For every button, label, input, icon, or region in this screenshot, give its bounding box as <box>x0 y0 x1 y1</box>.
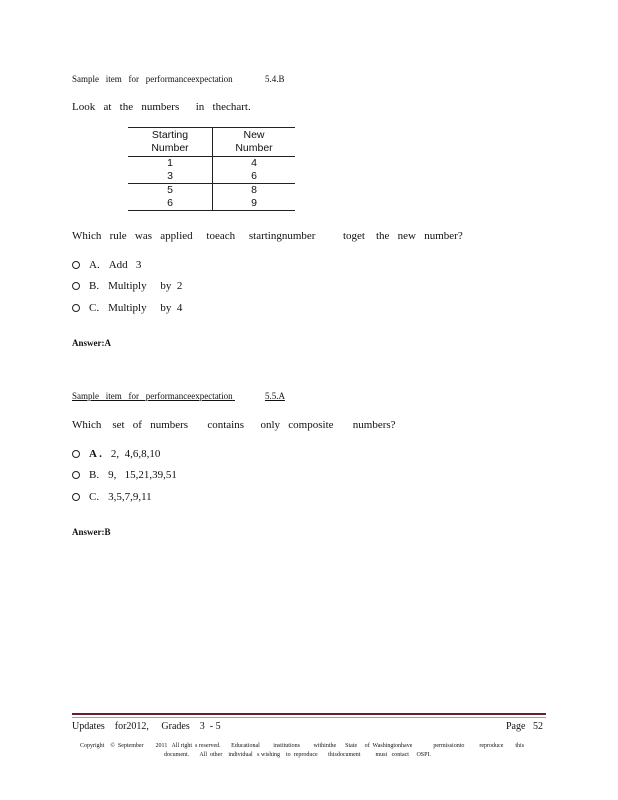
footer-left: Updates for2012, Grades 3 - 5 <box>72 721 221 732</box>
table-row <box>128 170 295 184</box>
item2-option-a[interactable]: A . 2, 4,6,8,10 <box>72 448 160 460</box>
item1-option-b[interactable]: B. Multiply by 2 <box>72 280 182 292</box>
table-row <box>128 184 295 198</box>
radio-icon[interactable] <box>72 261 80 269</box>
table-cell: 1 <box>128 157 213 171</box>
radio-icon[interactable] <box>72 471 80 479</box>
item2-header: Sample item for performanceexpectation 5.5.A <box>72 391 285 401</box>
number-chart <box>128 127 295 211</box>
table-row <box>128 157 295 171</box>
item1-question: Which rule was applied toeach startingnumber toget the new number? <box>72 230 463 242</box>
radio-icon[interactable] <box>72 282 80 290</box>
item1-prompt: Look at the numbers in thechart. <box>72 101 251 113</box>
radio-icon[interactable] <box>72 450 80 458</box>
item2-answer: Answer:B <box>72 527 111 537</box>
radio-icon[interactable] <box>72 304 80 312</box>
table-cell: 6 <box>128 197 213 211</box>
copyright-line-2: document. All other individual s wishing to reproduce thisdocument must contact OSPI. <box>164 752 431 758</box>
radio-icon[interactable] <box>72 493 80 501</box>
table-cell: 9 <box>213 197 296 211</box>
table-cell: 5 <box>128 184 213 198</box>
table-cell: 4 <box>251 157 257 169</box>
footer-page-number: Page 52 <box>506 721 543 732</box>
table-cell: 6 <box>213 170 296 184</box>
item2-option-c[interactable]: C. 3,5,7,9,11 <box>72 491 152 503</box>
table-cell: 8 <box>251 184 257 196</box>
item2-option-b[interactable]: B. 9, 15,21,39,51 <box>72 469 177 481</box>
table-row <box>128 197 295 211</box>
item1-code: 5.4.B <box>264 74 285 84</box>
chart-header-starting: Starting Number <box>128 128 213 157</box>
item1-header: Sample item for performanceexpectation 5.4.B <box>72 74 285 84</box>
item1-answer: Answer:A <box>72 338 111 348</box>
table-cell: 3 <box>128 170 213 184</box>
footer-rule-light <box>72 717 546 718</box>
item1-option-c[interactable]: C. Multiply by 4 <box>72 302 182 314</box>
item2-code: 5.5.A <box>264 391 285 401</box>
item1-option-a[interactable]: A. Add 3 <box>72 259 141 271</box>
copyright-line-1: Copyright © September 2011 All right s reserved. Educational institutions withinthe State of Washingtonhave permissionto reproduce this <box>80 743 525 749</box>
chart-header-new: New Number <box>213 128 296 157</box>
footer-rule-dark <box>72 713 546 715</box>
item2-question: Which set of numbers contains only composite numbers? <box>72 419 396 431</box>
